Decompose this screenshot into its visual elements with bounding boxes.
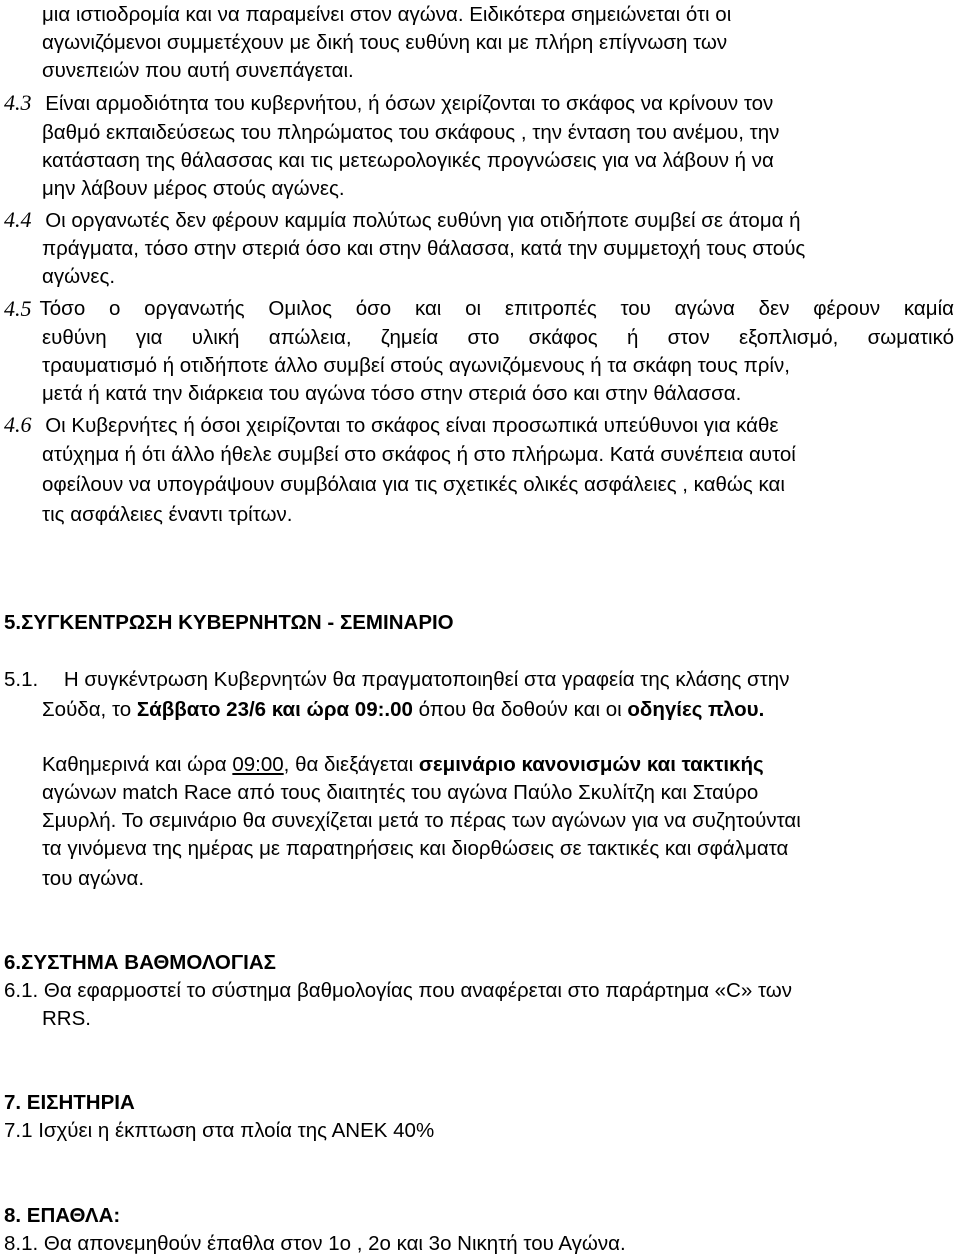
section-5-1-sailing-instructions: οδηγίες πλου.: [627, 698, 765, 721]
section-5-2-text-4: τα γινόμενα της ημέρας με παρατηρήσεις και διορθώσεις σε τακτικές και σφάλματα: [42, 837, 789, 860]
section-4-5-line-2: [42, 325, 954, 351]
intro-line-2: [42, 30, 954, 56]
section-6-1-text-2: RRS.: [42, 1007, 91, 1030]
section-4-4-line-1: [4, 207, 801, 234]
section-4-6-line-3: [42, 472, 785, 498]
section-4-6-number: 4.6: [4, 412, 32, 437]
section-6-1-line-1: [4, 978, 792, 1004]
section-5-heading-text: 5.ΣΥΓΚΕΝΤΡΩΣΗ ΚΥΒΕΡΝΗΤΩΝ - ΣΕΜΙΝΑΡΙΟ: [4, 611, 454, 634]
section-4-6-line-4: [42, 502, 292, 528]
section-4-5-text-1: Τόσο ο οργανωτής Ομιλος όσο και οι επιτροπές του αγώνα δεν φέρουν καμία: [39, 297, 954, 320]
section-4-4-line-2: [42, 236, 805, 262]
section-4-3-line-4: [42, 176, 345, 202]
section-4-5-line-3: [42, 353, 790, 379]
section-4-3-line-3: [42, 148, 774, 174]
section-6-heading-text: 6.ΣΥΣΤΗΜΑ ΒΑΘΜΟΛΟΓΙΑΣ: [4, 951, 276, 974]
section-5-2-text-1c: , θα διεξάγεται: [283, 753, 419, 776]
section-5-2-text-2: αγώνων match Race από τους διαιτητές του αγώνα Παύλο Σκυλίτζη και Σταύρο: [42, 781, 759, 804]
section-4-4-text-3: αγώνες.: [42, 265, 116, 288]
section-5-1-text-1: Η συγκέντρωση Κυβερνητών θα πραγματοποιηθεί στα γραφεία της κλάσης στην: [63, 668, 790, 691]
section-7-1-line: [4, 1118, 434, 1144]
section-5-2-line-3: [42, 808, 801, 834]
section-4-3-text-1: Είναι αρμοδιότητα του κυβερνήτου, ή όσων χειρίζονται το σκάφος να κρίνουν τον: [45, 92, 774, 115]
section-4-3-text-2: βαθμό εκπαιδεύσεως του πληρώματος του σκάφους , την ένταση του ανέμου, την: [42, 121, 780, 144]
section-4-6-text-2: ατύχημα ή ότι άλλο ήθελε συμβεί στο σκάφος ή στο πλήρωμα. Κατά συνέπεια αυτοί: [42, 443, 796, 466]
section-4-6-text-4: τις ασφάλειες έναντι τρίτων.: [42, 503, 293, 526]
section-4-4-text-1: Οι οργανωτές δεν φέρουν καμμία πολύτως ευθύνη για οτιδήποτε συμβεί σε άτομα ή: [45, 209, 801, 232]
section-5-1-number: 5.1.: [4, 668, 39, 691]
section-8-1-text: 8.1. Θα απονεμηθούν έπαθλα στον 1ο , 2ο και 3ο Νικητή του Αγώνα.: [4, 1232, 626, 1255]
section-6-1-text-1: 6.1. Θα εφαρμοστεί το σύστημα βαθμολογίας που αναφέρεται στο παράρτημα «C» των: [4, 979, 793, 1002]
intro-text-1: μια ιστιοδρομία και να παραμείνει στον αγώνα. Ειδικότερα σημειώνεται ότι οι: [42, 3, 732, 26]
intro-line-1: [42, 2, 954, 28]
section-4-4-text-2: πράγματα, τόσο στην στεριά όσο και στην θάλασσα, κατά την συμμετοχή τους στούς: [42, 237, 806, 260]
section-4-6-text-1: Οι Κυβερνήτες ή όσοι χειρίζονται το σκάφος είναι προσωπικά υπεύθυνοι για κάθε: [45, 414, 779, 437]
section-4-5-text-2: ευθύνη για υλική απώλεια, ζημεία στο σκάφος ή στον εξοπλισμό, σωματικό: [42, 326, 954, 349]
intro-text-3: συνεπειών που αυτή συνεπάγεται.: [42, 59, 354, 82]
section-5-2-text-1a: Καθημερινά και ώρα: [42, 753, 233, 776]
section-5-1-text-2c: όπου θα δοθούν και οι: [412, 698, 628, 721]
section-4-3-number: 4.3: [4, 90, 32, 115]
section-8-heading-text: 8. ΕΠΑΘΛΑ:: [4, 1204, 121, 1227]
section-7-heading: [4, 1090, 135, 1116]
section-4-3-text-3: κατάσταση της θάλασσας και τις μετεωρολογικές προγνώσεις για να λάβουν ή να: [42, 149, 774, 172]
section-4-5-text-3: τραυματισμό ή οτιδήποτε άλλο συμβεί στούς αγωνιζόμενους ή τα σκάφη τους πρίν,: [42, 354, 790, 377]
section-5-heading: [4, 610, 454, 636]
section-6-heading: [4, 950, 276, 976]
section-5-2-line-2: [42, 780, 758, 806]
section-5-2-text-3: Σμυρλή. Το σεμινάριο θα συνεχίζεται μετά το πέρας των αγώνων για να συζητούνται: [42, 809, 801, 832]
section-5-2-text-5: του αγώνα.: [42, 867, 145, 890]
section-5-2-seminar: σεμινάριο κανονισμών και τακτικής: [418, 753, 764, 776]
section-4-5-line-4: [42, 381, 741, 407]
section-6-1-line-2: [42, 1006, 91, 1032]
section-5-1-line-1: [4, 667, 789, 693]
section-4-4-number: 4.4: [4, 207, 32, 232]
section-5-2-line-1: [42, 752, 764, 778]
section-7-1-text: 7.1 Ισχύει η έκπτωση στα πλοία της ΑΝΕΚ 40%: [4, 1119, 435, 1142]
section-4-5-line-1: [4, 296, 954, 322]
section-4-6-line-1: [4, 412, 779, 439]
section-4-3-line-1: [4, 90, 773, 117]
intro-line-3: [42, 58, 354, 84]
section-8-heading: [4, 1203, 120, 1229]
section-5-1-line-2: [42, 697, 764, 723]
section-5-2-time: 09:00: [232, 753, 284, 776]
section-5-2-line-4: [42, 836, 788, 862]
section-5-1-text-2a: Σούδα, το: [42, 698, 137, 721]
section-5-1-date-time: Σάββατο 23/6 και ώρα 09:.00: [136, 698, 413, 721]
section-4-3-text-4: μην λάβουν μέρος στούς αγώνες.: [42, 177, 345, 200]
section-4-6-line-2: [42, 442, 796, 468]
section-8-1-line: [4, 1231, 626, 1257]
section-7-heading-text: 7. ΕΙΣΗΤΗΡΙΑ: [4, 1091, 135, 1114]
section-5-2-line-5: [42, 866, 144, 892]
section-4-6-text-3: οφείλουν να υπογράψουν συμβόλαια για τις σχετικές ολικές ασφάλειες , καθώς και: [42, 473, 785, 496]
section-4-5-text-4: μετά ή κατά την διάρκεια του αγώνα τόσο στην στεριά όσο και στην θάλασσα.: [42, 382, 742, 405]
section-4-3-line-2: [42, 120, 779, 146]
intro-text-2: αγωνιζόμενοι συμμετέχουν με δική τους ευθύνη και με πλήρη επίγνωση των: [42, 31, 728, 54]
section-4-4-line-3: [42, 264, 115, 290]
section-4-5-number: 4.5: [4, 296, 32, 321]
